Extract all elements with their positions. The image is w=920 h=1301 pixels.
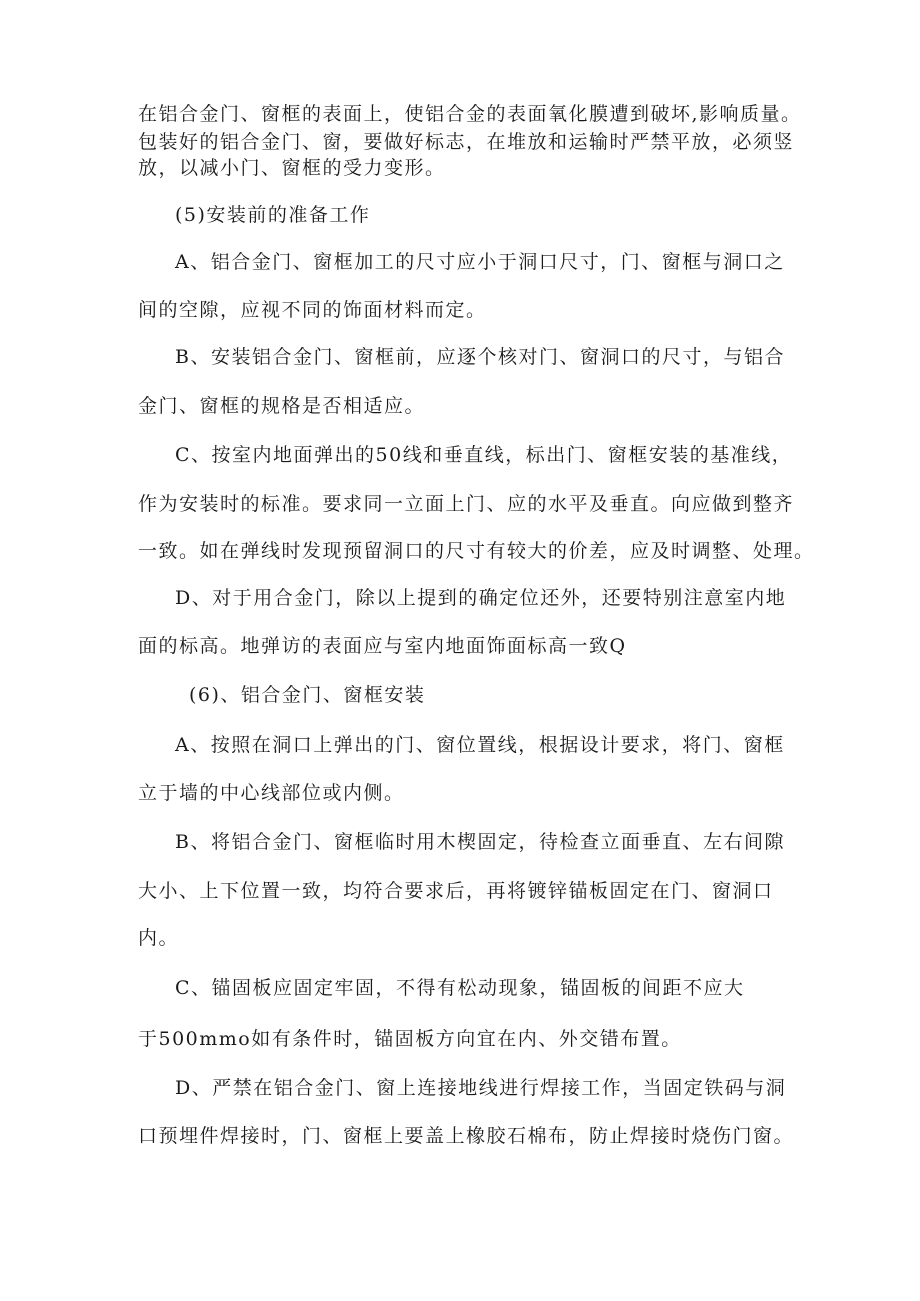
text-line: A、按照在洞口上弹出的门、窗位置线，根据设计要求，将门、窗框 [175,734,785,756]
text-line: C、锚固板应固定牢固，不得有松动现象，锚固板的间距不应大 [175,977,745,999]
text-line: D、严禁在铝合金门、窗上连接地线进行焊接工作，当固定铁码与洞 [175,1077,787,1099]
text-line: C、按室内地面弹出的50线和垂直线，标出门、窗框安装的基准线， [175,444,793,466]
section-heading: (6)、铝合金门、窗框安装 [189,684,426,706]
text-line: 一致。如在弹线时发现预留洞口的尺寸有较大的价差，应及时调整、处理。 [138,540,815,562]
section-heading: (5)安装前的准备工作 [175,204,371,226]
text-line: 间的空隙，应视不同的饰面材料而定。 [138,299,487,321]
text-line: 大小、上下位置一致，均符合要求后，再将镀锌锚板固定在门、窗洞口 [138,880,774,902]
text-line: 口预埋件焊接时，门、窗框上要盖上橡胶石棉布，防止焊接时烧伤门窗。 [138,1125,795,1147]
text-line: A、铝合金门、窗框加工的尺寸应小于洞口尺寸，门、窗框与洞口之 [175,251,785,273]
text-line: 于500mmo如有条件时，锚固板方向宜在内、外交错布置。 [138,1028,682,1050]
text-line: 金门、窗框的规格是否相适应。 [138,395,426,417]
text-line: 作为安装时的标准。要求同一立面上门、应的水平及垂直。向应做到整齐 [138,493,795,515]
text-line: B、安装铝合金门、窗框前，应逐个核对门、窗洞口的尺寸，与铝合 [175,346,785,368]
text-line: 在铝合金门、窗框的表面上，使铝合金的表面氧化膜遭到破坏,影响质量。 [138,103,802,125]
text-line: 面的标高。地弹访的表面应与室内地面饰面标高一致Q [138,635,627,657]
text-line: 包装好的铝合金门、窗，要做好标志，在堆放和运输时严禁平放，必须竖 [138,131,795,153]
text-line: 立于墙的中心线部位或内侧。 [138,782,405,804]
text-line: 放，以减小门、窗框的受力变形。 [138,157,446,179]
text-line: D、对于用合金门，除以上提到的确定位还外，还要特别注意室内地 [175,587,787,609]
text-line: 内。 [138,927,180,949]
text-line: B、将铝合金门、窗框临时用木楔固定，待检查立面垂直、左右间隙 [175,831,785,853]
